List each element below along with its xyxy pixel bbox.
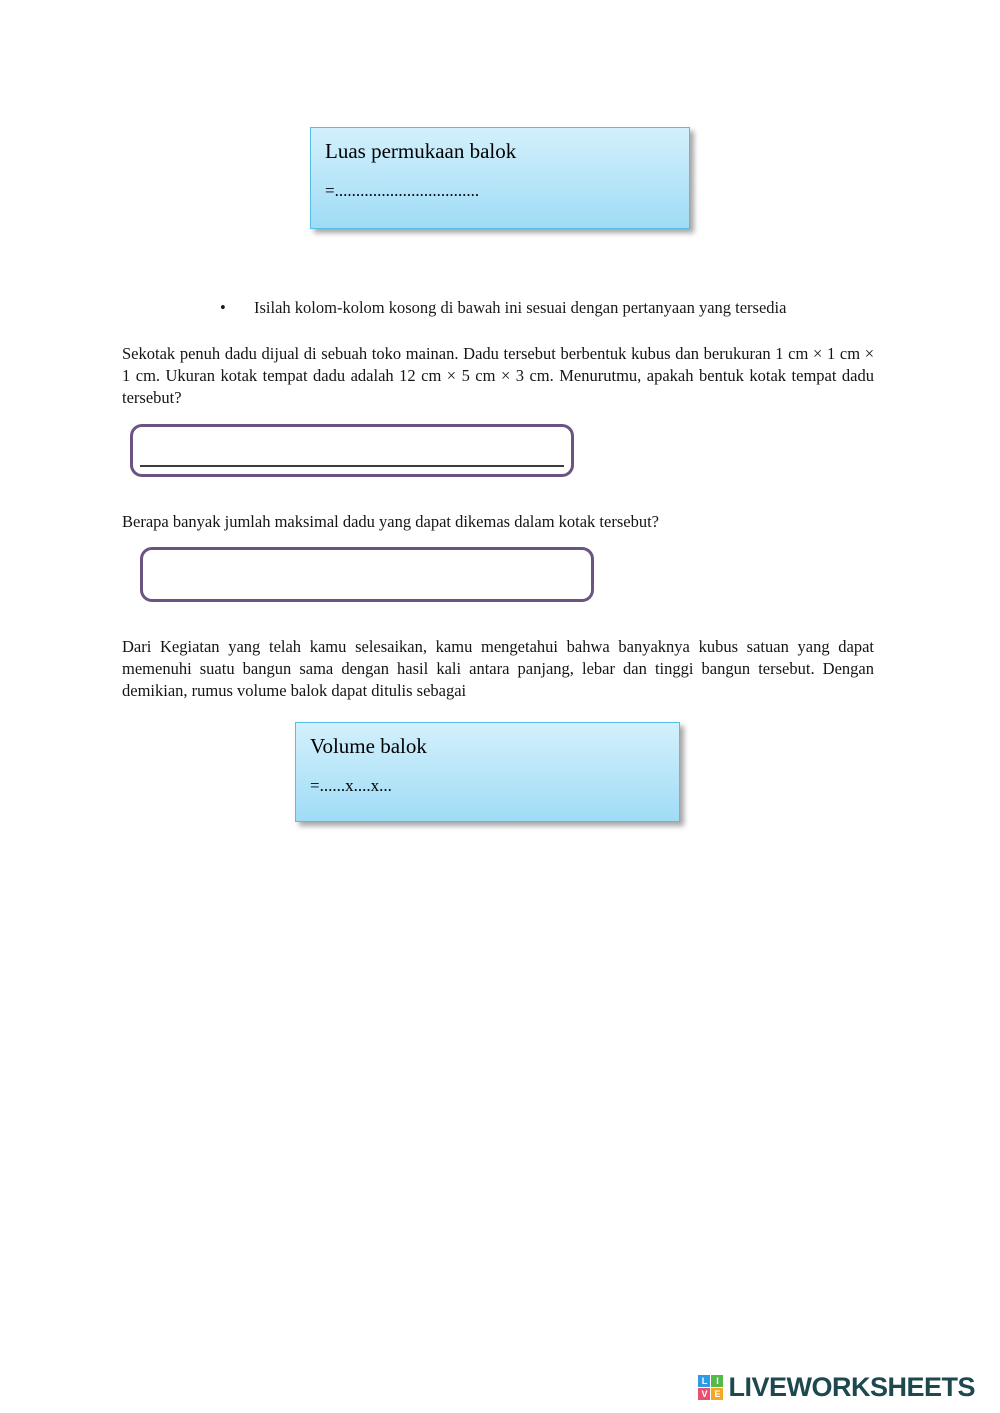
instruction-bullet	[218, 297, 843, 319]
answer-underline	[140, 465, 564, 467]
surface-area-box	[310, 127, 690, 229]
logo-square-i: I	[711, 1375, 723, 1387]
problem-paragraph: Sekotak penuh dadu dijual di sebuah toko mainan. Dadu tersebut berbentuk kubus dan berukuran 1 cm × 1 cm × 1 cm. Ukuran kotak tempat dadu adalah 12 cm × 5 cm × 3 cm. Menurutmu, apakah bentuk kotak tempat dadu tersebut?	[122, 344, 874, 407]
volume-box	[295, 722, 680, 822]
answer-box-2[interactable]	[140, 547, 594, 602]
surface-area-formula: =..................................	[325, 181, 480, 200]
volume-formula: =......x....x...	[310, 776, 392, 795]
logo-square-l: L	[698, 1375, 710, 1387]
instruction-text: Isilah kolom-kolom kosong di bawah ini sesuai dengan pertanyaan yang tersedia	[254, 298, 787, 317]
answer-input-1[interactable]	[139, 431, 569, 462]
surface-area-title: Luas permukaan balok	[325, 139, 517, 163]
bullet-icon: •	[220, 298, 226, 317]
answer-box-1[interactable]	[130, 424, 574, 477]
liveworksheets-logo-icon	[698, 1375, 723, 1400]
question-2: Berapa banyak jumlah maksimal dadu yang dapat dikemas dalam kotak tersebut?	[122, 512, 659, 531]
conclusion-paragraph: Dari Kegiatan yang telah kamu selesaikan, kamu mengetahui bahwa banyaknya kubus satuan yang dapat memenuhi suatu bangun sama dengan hasil kali antara panjang, lebar dan tinggi bangun tersebut. Dengan demikian, rumus volume balok dapat ditulis sebagai	[122, 637, 874, 700]
logo-square-v: V	[698, 1388, 710, 1400]
volume-title: Volume balok	[310, 734, 427, 758]
liveworksheets-wordmark: LIVEWORKSHEETS	[728, 1372, 975, 1402]
answer-input-2[interactable]	[149, 554, 589, 595]
liveworksheets-brand[interactable]	[698, 1372, 975, 1403]
logo-square-e: E	[711, 1388, 723, 1400]
